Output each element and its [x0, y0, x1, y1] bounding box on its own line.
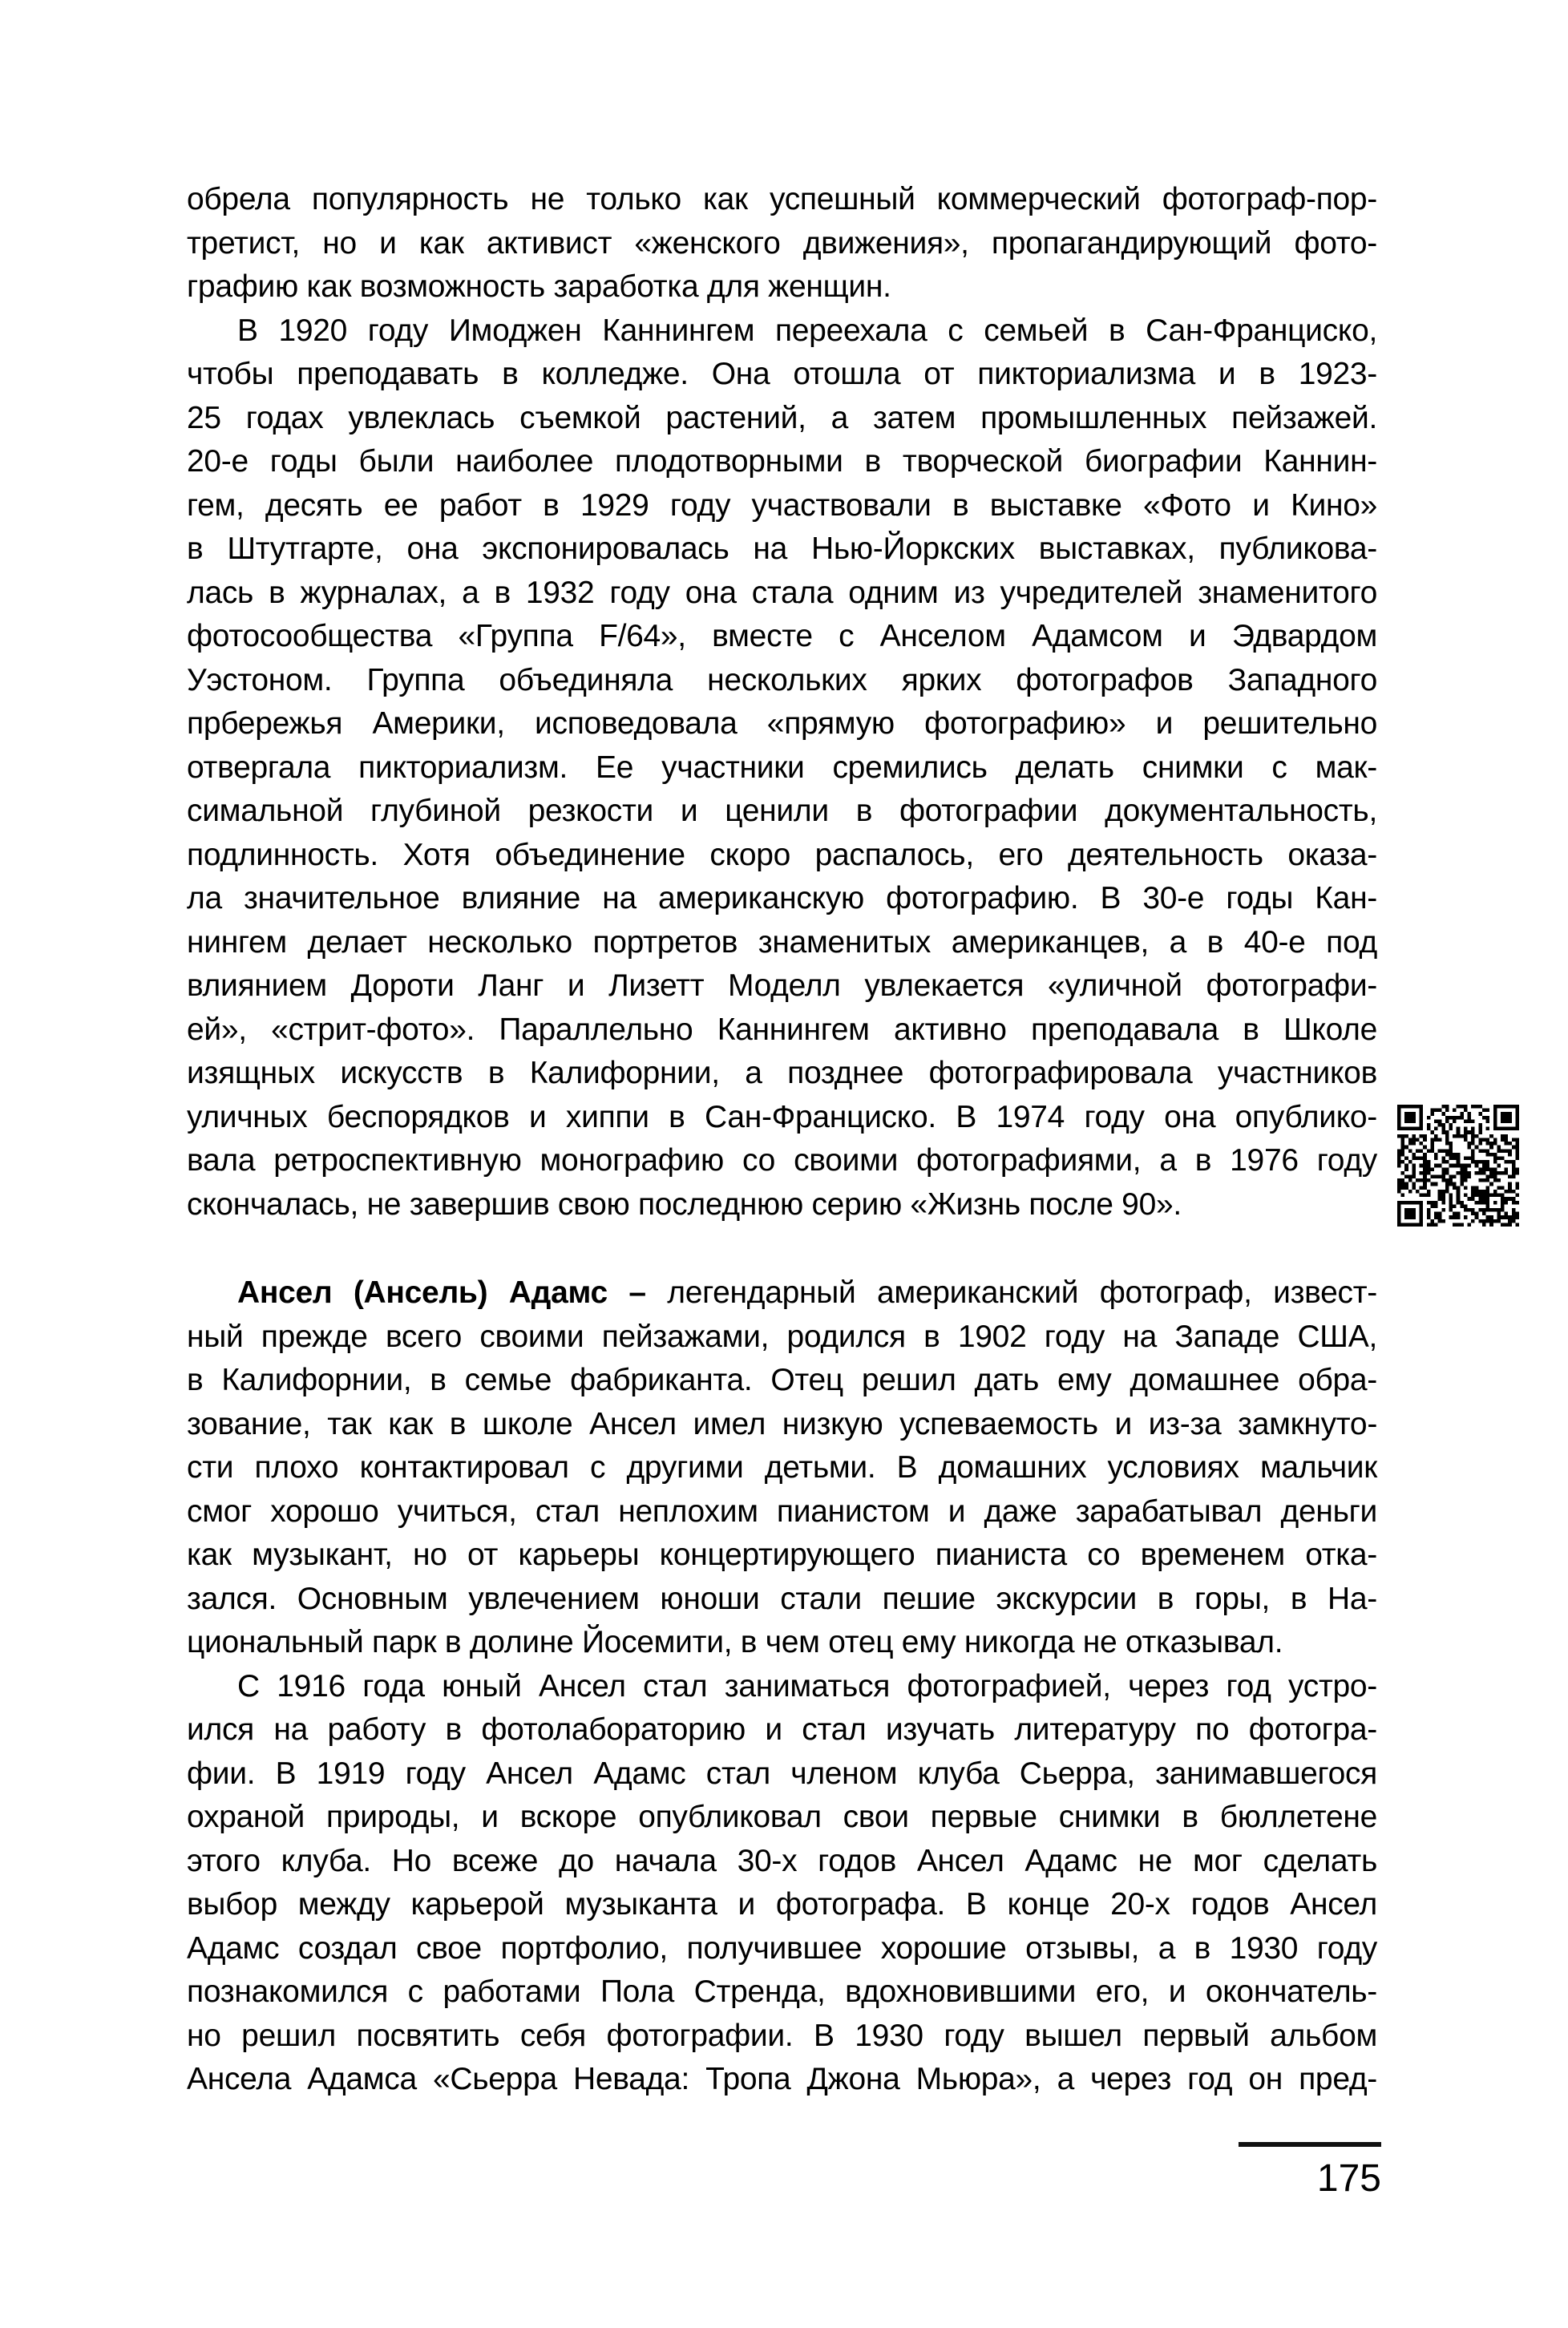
- text-line: зование, так как в школе Ансел имел низкую успеваемость и из-за замкнуто-: [187, 1406, 1377, 1441]
- paragraph: [187, 178, 1377, 309]
- text-line: ей», «стрит-фото». Параллельно Каннингем активно преподавала в Школе: [187, 1012, 1377, 1047]
- text-line: лась в журналах, а в 1932 году она стала одним из учредителей знаменитого: [187, 575, 1377, 610]
- text-line: циональный парк в долине Йосемити, в чем отец ему никогда не отказывал.: [187, 1625, 1283, 1659]
- text-line: в Калифорнии, в семье фабриканта. Отец решил дать ему домашнее обра-: [187, 1363, 1377, 1397]
- footer-rule: [1239, 2142, 1381, 2147]
- text-line: скончалась, не завершив свою последнюю серию «Жизнь после 90».: [187, 1186, 1182, 1222]
- text-line: сти плохо контактировал с другими детьми. В домашних условиях мальчик: [187, 1450, 1377, 1485]
- text-line: нингем делает несколько портретов знаменитых американцев, а в 40-е под: [187, 924, 1377, 960]
- text-line: влиянием Дороти Ланг и Лизетт Моделл увлекается «уличной фотографи-: [187, 968, 1377, 1003]
- paragraph: [187, 309, 1377, 1227]
- text-line: 25 годах увлеклась съемкой растений, а затем промышленных пейзажей.: [187, 400, 1377, 435]
- text-line: фии. В 1919 году Ансел Адамс стал членом клуба Сьерра, занимавшегося: [187, 1756, 1377, 1791]
- text-line: смог хорошо учиться, стал неплохим пианистом и даже зарабатывал деньги: [187, 1493, 1377, 1529]
- text-line: Адамс создал свое портфолио, получившее хорошие отзывы, а в 1930 году: [187, 1930, 1377, 1966]
- text-line: гем, десять ее работ в 1929 году участвовали в выставке «Фото и Кино»: [187, 487, 1377, 523]
- text-line: В 1920 году Имоджен Каннингем переехала с семьей в Сан-Франциско,: [237, 313, 1377, 348]
- text-line: как музыкант, но от карьеры концертирующего пианиста со временем отка-: [187, 1538, 1377, 1572]
- text-line: зался. Основным увлечением юноши стали пешие экскурсии в горы, в На-: [187, 1581, 1377, 1616]
- text-line: 20-е годы были наиболее плодотворными в творческой биографии Каннин-: [187, 444, 1377, 479]
- text-line: симальной глубиной резкости и ценили в фотографии документальность,: [187, 794, 1377, 828]
- text-block: [187, 178, 1377, 2102]
- text-line: но решил посвятить себя фотографии. В 1930 году вышел первый альбом: [187, 2018, 1377, 2053]
- text-line: отвергала пикториализм. Ее участники сремились делать снимки с мак-: [187, 750, 1377, 785]
- text-line: ный прежде всего своими пейзажами, родился в 1902 году на Западе США,: [187, 1319, 1377, 1354]
- text-line: третист, но и как активист «женского движения», пропагандирующий фото-: [187, 225, 1377, 261]
- text-line: обрела популярность не только как успешный коммерческий фотограф-пор-: [187, 182, 1377, 216]
- text-line: вала ретроспективную монографию со своими фотографиями, а в 1976 году: [187, 1143, 1377, 1178]
- heading-line: Ансел (Ансель) Адамс – легендарный американский фотограф, извест-: [237, 1275, 1377, 1310]
- qr-code: [1397, 1105, 1519, 1227]
- text-line: этого клуба. Но всеже до начала 30-х годов Ансел Адамс не мог сделать: [187, 1843, 1377, 1878]
- paragraph: [187, 1271, 1377, 1665]
- text-line: познакомился с работами Пола Стренда, вдохновившими его, и окончатель-: [187, 1974, 1377, 2009]
- paragraph: [187, 1665, 1377, 2102]
- text-line: в Штутгарте, она экспонировалась на Нью-Йоркских выставках, публикова-: [187, 531, 1377, 566]
- page-number: 175: [1316, 2157, 1381, 2200]
- text-line: выбор между карьерой музыканта и фотографа. В конце 20-х годов Ансел: [187, 1887, 1377, 1922]
- text-line: Уэстоном. Группа объединяла нескольких ярких фотографов Западного: [187, 662, 1377, 697]
- text-line: ла значительное влияние на американскую фотографию. В 30-е годы Кан-: [187, 881, 1377, 915]
- heading-bold-text: Ансел (Ансель) Адамс –: [237, 1275, 646, 1310]
- text-line: Ансела Адамса «Сьерра Невада: Тропа Джона Мьюра», а через год он пред-: [187, 2062, 1377, 2096]
- text-line: графию как возможность заработка для женщин.: [187, 269, 891, 304]
- text-line: чтобы преподавать в колледже. Она отошла от пикториализма и в 1923-: [187, 357, 1377, 391]
- text-line: подлинность. Хотя объединение скоро распалось, его деятельность оказа-: [187, 837, 1377, 872]
- text-line: фотосообщества «Группа F/64», вместе с Анселом Адамсом и Эдвардом: [187, 619, 1377, 653]
- text-line: охраной природы, и вскоре опубликовал свои первые снимки в бюллетене: [187, 1800, 1377, 1834]
- qr-code-svg: [1397, 1105, 1519, 1227]
- text-line: ился на работу в фотолабораторию и стал изучать литературу по фотогра-: [187, 1712, 1377, 1747]
- text-line: С 1916 года юный Ансел стал заниматься фотографией, через год устро-: [237, 1668, 1377, 1704]
- text-line: изящных искусств в Калифорнии, а позднее фотографировала участников: [187, 1056, 1377, 1090]
- text-line: прбережья Америки, исповедовала «прямую фотографию» и решительно: [187, 706, 1377, 741]
- text-line: уличных беспорядков и хиппи в Сан-Франциско. В 1974 году она опублико-: [187, 1099, 1377, 1134]
